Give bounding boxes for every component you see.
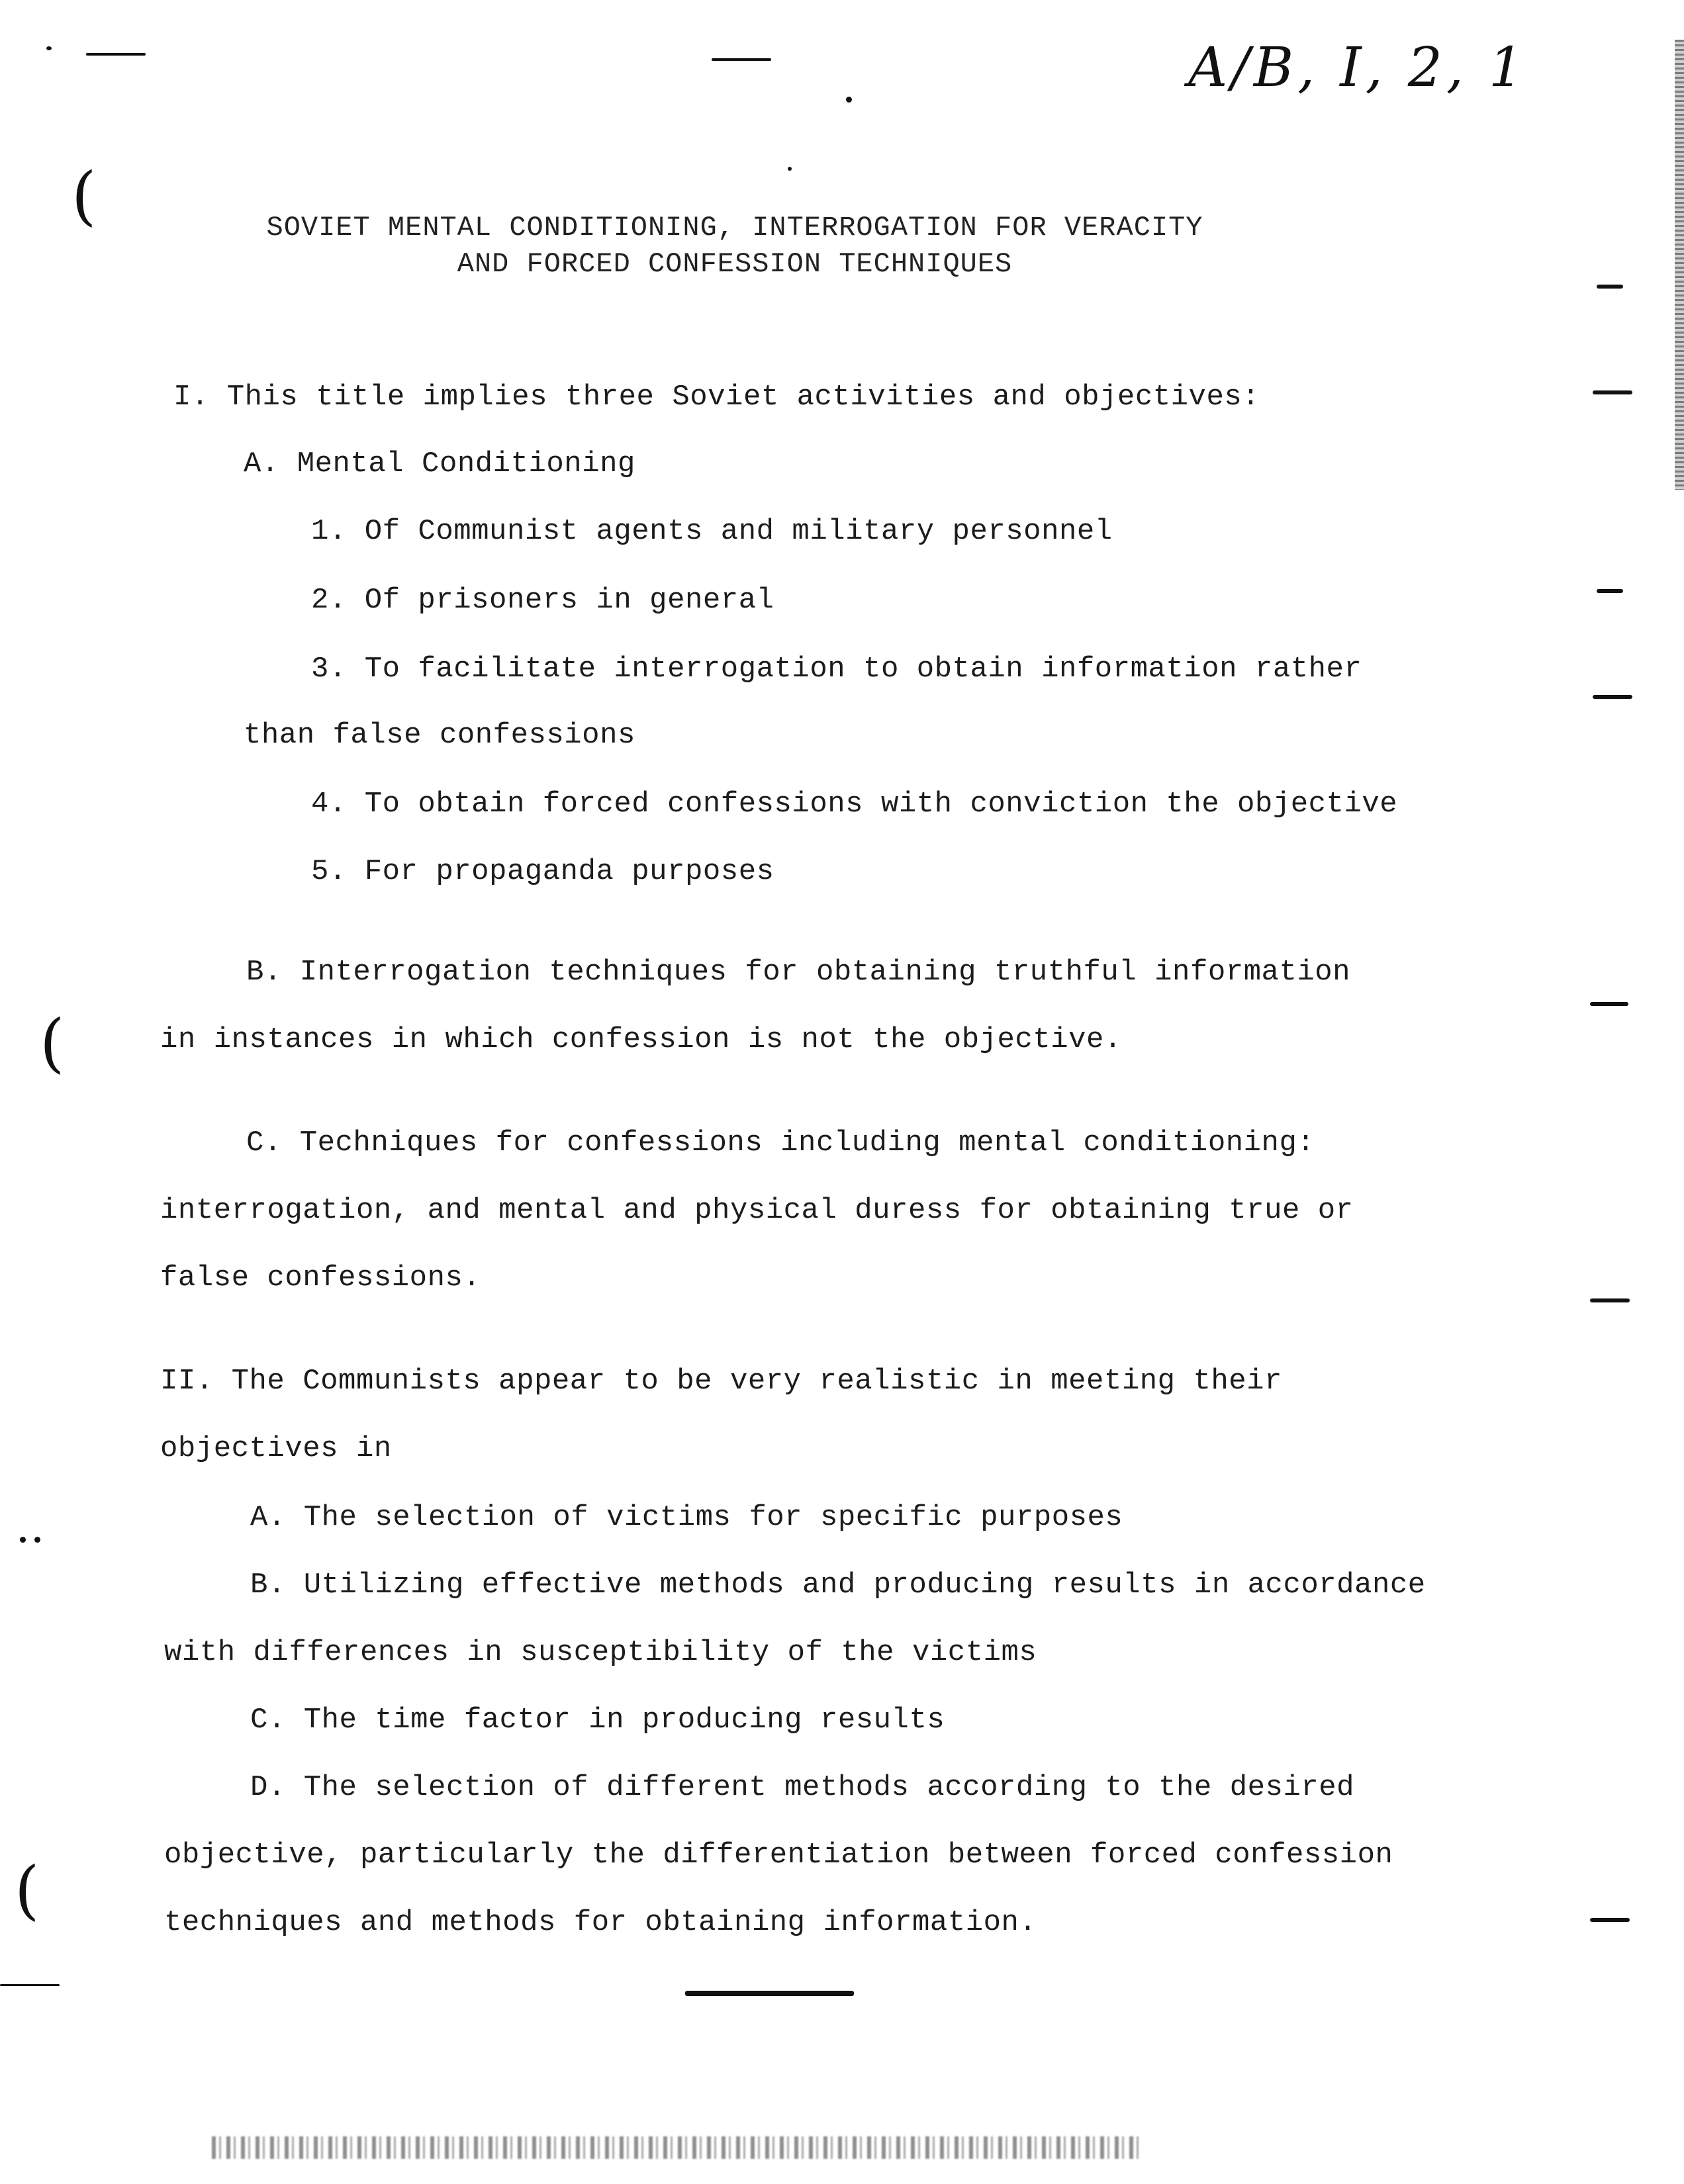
scan-speck (86, 53, 146, 56)
section-1-item-b-line-2: in instances in which confession is not the objective. (160, 1023, 1122, 1056)
section-1-item-a4: 4. To obtain forced confessions with conviction the objective (311, 788, 1398, 821)
scan-speck (788, 167, 792, 171)
section-1-intro: I. This title implies three Soviet activities and objectives: (173, 381, 1260, 414)
punch-hole-mark: ( (71, 159, 97, 233)
section-2-item-b-line-2: with differences in susceptibility of the victims (164, 1636, 1037, 1669)
scan-speck (46, 46, 52, 50)
scan-speck (34, 1537, 40, 1543)
section-1-item-a3-line-1: 3. To facilitate interrogation to obtain information rather (311, 653, 1362, 686)
document-title-line-2: AND FORCED CONFESSION TECHNIQUES (457, 248, 1013, 280)
margin-mark (1590, 1002, 1628, 1006)
margin-mark (1593, 695, 1632, 699)
handwritten-file-reference: A/B, I, 2, 1 (1188, 36, 1528, 99)
document-title-line-1: SOVIET MENTAL CONDITIONING, INTERROGATION FOR VERACITY (266, 212, 1203, 244)
margin-mark (1593, 390, 1632, 394)
section-1-item-a: A. Mental Conditioning (244, 447, 635, 480)
section-2-item-b-line-1: B. Utilizing effective methods and producing results in accordance (250, 1569, 1426, 1602)
section-1-item-a5: 5. For propaganda purposes (311, 855, 774, 888)
section-2-item-d-line-3: techniques and methods for obtaining information. (164, 1906, 1037, 1939)
punch-hole-mark: ( (40, 1006, 65, 1080)
section-1-item-c-line-3: false confessions. (160, 1261, 481, 1295)
section-1-item-b-line-1: B. Interrogation techniques for obtaining truthful information (246, 956, 1351, 989)
section-1-item-a3-line-2: than false confessions (244, 719, 635, 752)
margin-mark (1590, 1298, 1630, 1302)
scan-speck (712, 58, 771, 61)
closing-rule (685, 1991, 854, 1996)
section-1-item-a2: 2. Of prisoners in general (311, 584, 774, 617)
scan-speck (20, 1537, 26, 1543)
section-1-item-c-line-1: C. Techniques for confessions including mental conditioning: (246, 1126, 1315, 1160)
section-1-item-a1: 1. Of Communist agents and military personnel (311, 515, 1113, 548)
margin-mark (1590, 1918, 1630, 1922)
section-2-item-d-line-2: objective, particularly the differentiation between forced confession (164, 1839, 1393, 1872)
scan-edge-noise (1675, 40, 1684, 490)
section-2-item-a: A. The selection of victims for specific purposes (250, 1501, 1123, 1534)
section-2-item-d-line-1: D. The selection of different methods according to the desired (250, 1771, 1355, 1804)
section-1-item-c-line-2: interrogation, and mental and physical duress for obtaining true or (160, 1194, 1354, 1227)
section-2-intro-line-1: II. The Communists appear to be very realistic in meeting their (160, 1365, 1282, 1398)
scan-speck (846, 97, 852, 103)
bottom-scan-noise (212, 2136, 1139, 2159)
scan-speck (0, 1984, 60, 1986)
section-2-item-c: C. The time factor in producing results (250, 1704, 945, 1737)
section-2-intro-line-2: objectives in (160, 1432, 392, 1465)
margin-mark (1597, 285, 1623, 289)
punch-hole-mark: ( (15, 1853, 40, 1927)
margin-mark (1597, 589, 1623, 593)
